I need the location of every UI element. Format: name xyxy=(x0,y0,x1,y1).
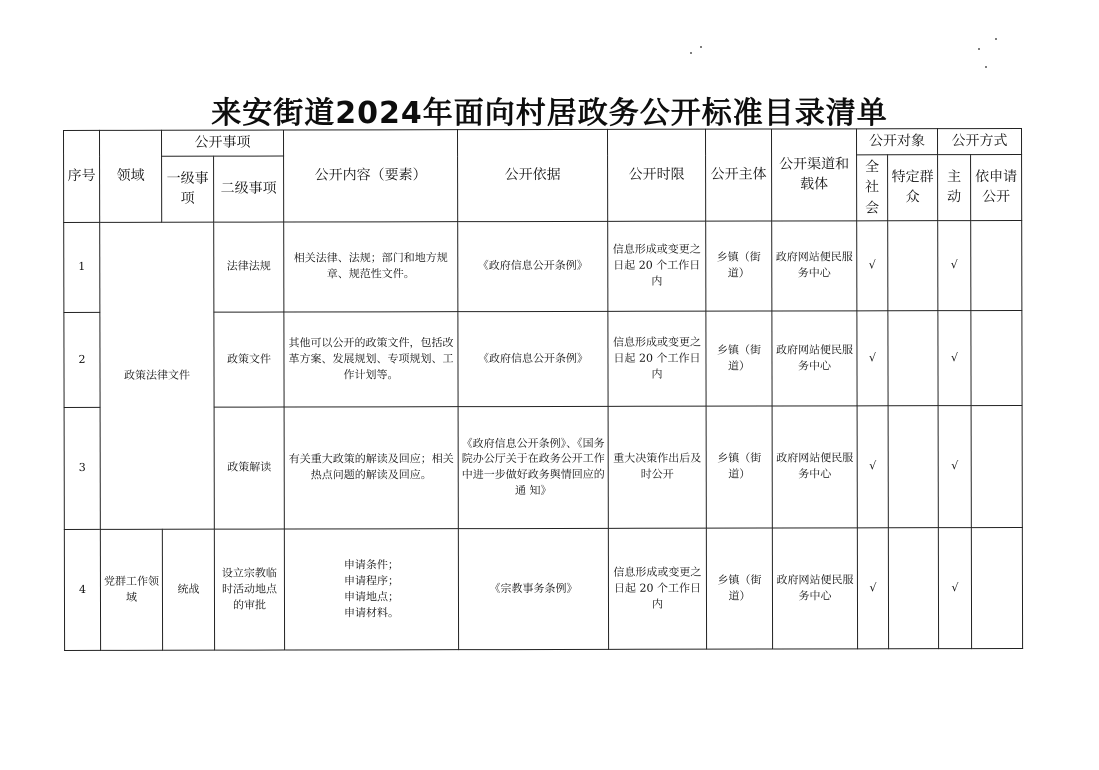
header-method-apply: 依申请公开 xyxy=(971,154,1022,220)
cell-basis: 《政府信息公开条例》 xyxy=(458,221,608,311)
page-title: 来安街道2024年面向村居政务公开标准目录清单 xyxy=(211,96,888,131)
cell-basis: 《政府信息公开条例》、《国务院办公厅关于在政务公开工作中进一步做好政务舆情回应的通 知》 xyxy=(458,406,608,528)
content-line: 申请地点； xyxy=(343,590,399,604)
cell-target-specific xyxy=(888,406,938,528)
cell-basis: 《政府信息公开条例》 xyxy=(458,311,608,406)
cell-level1: 统战 xyxy=(162,529,214,650)
cell-target-all: √ xyxy=(857,406,888,528)
table-row xyxy=(64,220,1022,312)
cell-target-specific xyxy=(888,311,938,406)
header-method-group: 公开方式 xyxy=(937,128,1021,154)
header-row-1 xyxy=(64,128,1022,156)
content-line: 申请条件； xyxy=(343,558,399,572)
cell-level2: 法律法规 xyxy=(214,222,284,312)
cell-domain: 党群工作领域 xyxy=(100,529,162,650)
cell-channel: 政府网站便民服务中心 xyxy=(772,406,857,528)
scan-speck xyxy=(978,48,980,50)
cell-time-limit: 重大决策作出后及时公开 xyxy=(608,406,706,528)
cell-target-specific xyxy=(888,221,938,311)
cell-method-active: √ xyxy=(938,310,971,405)
cell-subject: 乡镇（街道） xyxy=(706,221,772,311)
cell-channel: 政府网站便民服务中心 xyxy=(772,221,857,311)
header-content: 公开内容（要素） xyxy=(284,130,458,222)
header-basis: 公开依据 xyxy=(458,129,608,221)
header-time-limit: 公开时限 xyxy=(607,129,705,221)
cell-level2: 政策解读 xyxy=(214,407,284,529)
cell-method-apply xyxy=(971,527,1022,648)
cell-basis: 《宗教事务条例》 xyxy=(458,528,608,649)
cell-target-all: √ xyxy=(857,528,888,649)
cell-subject: 乡镇（街道） xyxy=(706,406,772,528)
header-level2: 二级事项 xyxy=(214,156,284,222)
cell-seq: 4 xyxy=(64,529,100,650)
cell-seq: 3 xyxy=(64,407,100,529)
cell-method-apply xyxy=(971,220,1022,310)
cell-time-limit: 信息形成或变更之日起 20 个工作日内 xyxy=(608,528,706,649)
cell-seq: 2 xyxy=(64,312,100,407)
cell-channel: 政府网站便民服务中心 xyxy=(772,528,857,649)
scan-speck xyxy=(985,66,987,68)
cell-method-active: √ xyxy=(938,405,971,527)
cell-subject: 乡镇（街道） xyxy=(706,528,772,649)
header-target-specific: 特定群众 xyxy=(888,155,938,221)
cell-target-specific xyxy=(888,528,938,649)
cell-target-all: √ xyxy=(857,311,888,406)
cell-subject: 乡镇（街道） xyxy=(706,311,772,406)
header-target-group: 公开对象 xyxy=(856,129,937,155)
cell-method-apply xyxy=(971,310,1022,405)
cell-seq: 1 xyxy=(64,222,100,312)
content-line: 申请材料。 xyxy=(343,606,400,620)
cell-level2: 设立宗教临时活动地点的审批 xyxy=(214,529,284,650)
cell-content xyxy=(284,529,458,650)
cell-method-active: √ xyxy=(938,527,971,648)
header-method-active: 主动 xyxy=(938,155,971,221)
scan-speck xyxy=(995,38,997,40)
content-line: 申请程序； xyxy=(343,574,399,588)
cell-content: 有关重大政策的解读及回应；相关热点问题的解读及回应。 xyxy=(284,407,458,529)
header-items-group: 公开事项 xyxy=(162,130,284,156)
header-level1: 一级事项 xyxy=(162,156,214,222)
cell-content: 相关法律、法规；部门和地方规章、规范性文件。 xyxy=(284,222,458,312)
cell-domain-policy: 政策法律文件 xyxy=(100,222,215,529)
header-target-all: 全社会 xyxy=(857,155,888,221)
cell-target-all: √ xyxy=(857,221,888,311)
catalog-table xyxy=(63,128,1023,651)
cell-method-apply xyxy=(971,405,1022,527)
cell-time-limit: 信息形成或变更之日起 20 个工作日内 xyxy=(608,311,706,406)
header-channel: 公开渠道和载体 xyxy=(771,129,856,221)
cell-content: 其他可以公开的政策文件，包括改革方案、发展规划、专项规划、工作计划等。 xyxy=(284,312,458,407)
cell-time-limit: 信息形成或变更之日起 20 个工作日内 xyxy=(608,221,706,311)
scan-speck xyxy=(700,46,702,48)
table-row xyxy=(64,527,1022,650)
header-subject: 公开主体 xyxy=(705,129,771,221)
cell-channel: 政府网站便民服务中心 xyxy=(772,311,857,406)
cell-method-active: √ xyxy=(938,220,971,310)
cell-level2: 政策文件 xyxy=(214,312,284,407)
scan-speck xyxy=(690,52,692,54)
header-domain: 领域 xyxy=(100,130,162,222)
header-seq: 序号 xyxy=(64,130,100,222)
